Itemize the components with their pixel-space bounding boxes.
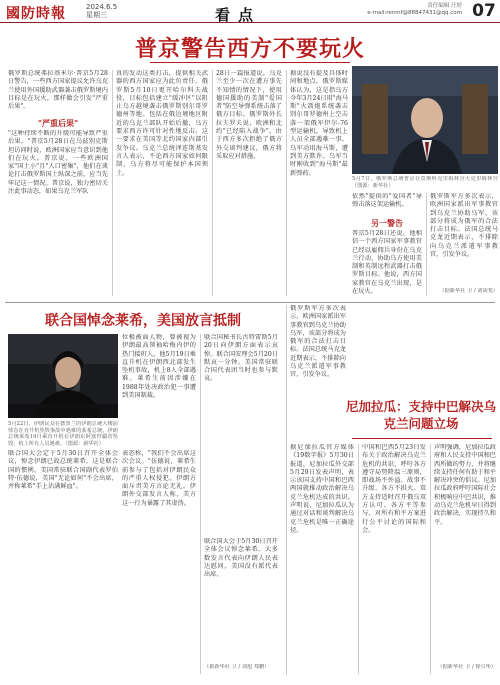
article2-credit: （据新华社 卫 / 刘旭 郑鹏） xyxy=(204,664,270,670)
column-divider xyxy=(286,70,287,296)
editor-name: 责任编辑 汪婷 xyxy=(427,3,462,9)
article1-col1-lead: 俄罗斯总统弗拉基米尔·普京5月28日警告，一些西方国家提议允许乌克兰使用外国援助武器袭击俄罗斯境内目标是在玩火，那样做会引发"严重后果"。 xyxy=(8,70,108,111)
article3-col1: 据尼加拉瓜官方媒体《19数字报》5月30日报道，尼加拉瓜外交部5月29日发表声明，表示该国支持中国和巴西两国就推动政治解决乌克兰危机达成的共识。声明说，尼加拉瓜认为通过对话和谈判解决乌克兰危机是唯一正确途径。 xyxy=(290,444,354,534)
article2-col2: 联合国大会定于5月30日召开全体会议，悼念伊朗已故总统莱希，这是联合国的惯例。美国常驻联合国副代表罗伯特·伍德说，美国"无论如何"不会出席，并称莱希"手上沾满鲜血"。 xyxy=(8,450,118,491)
editor-email: e-mail:renmf@88847431@qq.com xyxy=(367,10,462,16)
column-divider xyxy=(286,305,287,675)
editor-info xyxy=(330,3,462,17)
article2-col3: 表态称，"我们不会出席这次会议。"伍德说，莱希生前参与了包括对伊朗民众的严重人权侵犯。伊朗方面斥责美方言论无礼。伊朗外交部发言人称，美方这一行为暴露了其虚伪。 xyxy=(122,450,196,507)
issue-date xyxy=(86,3,117,19)
article2-col5: 联合国大会于5月30日召开全体会议悼念莱希。大多数发言代表向伊朗人民表达慰问。美国没有派代表出席。 xyxy=(204,538,278,579)
masthead xyxy=(0,0,500,23)
headline-un-mourns-raisi: 联合国悼念莱希，美国放言抵制 xyxy=(45,313,241,329)
article1-col4: 据说没有提及具体时间和地点，俄罗斯媒体认为，这是指乌方今年3月24日用"海马斯"火箭炮系统袭击别尔哥罗德州上空击落一架俄军伊尔-76型运输机，导致机上人员全部遇难一事。乌军动用海马斯，遭到美方默许。乌军当时刚收到"海马斯"最新弹药。 xyxy=(290,70,348,177)
date-text: 2024.6.5 xyxy=(86,3,118,11)
article1-col3: 28日一篇报道说，乌克兰至少一次在遭方事先不知情的情况下，使用德国援助的美制"爱国者"防空导弹系统击落了俄方目标。俄罗斯外长拉夫罗夫说，欧洲和北约"已经陷入战争"。由于西方多次拒绝了俄方外交谈判建议，俄方将采取应对措施。 xyxy=(216,70,282,160)
page-number: 07 xyxy=(472,1,496,21)
article3-col3: 声明强调，尼加拉瓜政府和人民支持中国和巴西所做的努力，并将继续支持任何有助于和平解决冲突的倡议。尼加拉瓜政府呼吁国际社会积极响应中巴共识，推动乌克兰危机早日得到政治解决，实现持久和平。 xyxy=(434,444,496,526)
putin-photo-illustration xyxy=(352,66,498,174)
article1-continuation: 俄罗斯军方多次表示，欧洲国家派出军事教官到乌克兰协助乌军，该部分将成为俄军的合法打击目标。法国总统马克龙近期表示，不排除向乌克兰派遣军事教官，引发争议。 xyxy=(290,305,346,379)
article1-credit: （据新华社 卫 / 刘胡斐） xyxy=(439,288,498,294)
putin-photo-caption: 5月7日，俄罗斯总统普京在莫斯科克里姆林宫大克里姆林宫（图源：新华社） xyxy=(352,176,498,189)
column-divider xyxy=(200,334,201,674)
raisi-photo-caption: 5月22日，伊朗民众在德黑兰的伊朗总统大楼前悼念在直升机坠毁事故中遇难的莱希总统。伊朗总统莱希19日乘直升机在伊朗东阿塞拜疆省坠毁，机上所有人员遇难。（图源：新华社） xyxy=(8,421,118,447)
subhead-serious-consequences: "严重后果" xyxy=(37,119,79,128)
article1-col5-body: 普京5月28日还说，他相信一个西方国家军事教官已经以雇佣兵身份在乌克兰行动，协助乌方使用美制和英制远程武器打击俄罗斯目标。他说，西方国家教官在乌克兰出现，是在玩火。 xyxy=(352,230,422,296)
column-divider xyxy=(112,70,113,296)
article1-col5: 依然"提供的"爱国者"导弹击落这架运输机。 xyxy=(352,193,422,209)
subhead-another-warning: 另一警告 xyxy=(371,219,403,228)
article3-col2: 中国和巴西5月23日发布关于政治解决乌克兰危机的共识，呼吁各方遵守局势降温三原则，即战场不外溢、战事不升级、各方不拱火。双方支持适时召开俄乌双方认可、各方平等参与、对所有和平方案进行公平讨论的国际和会。 xyxy=(362,444,426,534)
article2-col4: 联合国秘书长古特雷斯5月20日向伊朗方面表示哀悼。联合国安理会5月20日默哀一分钟。美国常驻联合国代表团当时也参与默哀。 xyxy=(204,334,278,383)
headline-rule xyxy=(150,62,350,63)
article1-col1-body: "这种持续不断的升级可能导致严重后果，"普京5月28日在乌兹别克斯坦访问时说，欧洲国家应当意识到他们在玩火。普京说，一些欧洲国家"国土小"且"人口密集"，他们在谈论打击俄罗斯国土纵深之前，应当先牢记这一情况。普京说，独力密切关注此事动态，如果乌克兰军队 xyxy=(8,130,108,196)
section-separator xyxy=(5,302,495,303)
article1-col2: 真的发动这类打击，提供相关武器的西方国家应为此负责任。俄罗斯5月10日更开哈尔科夫战役，目标包括建立"缓冲区"以阻止乌方越境袭击俄罗斯别尔哥罗德州等地。包括在俄边境地区附近的乌克兰部队开始后撤，乌方要求西方许可针对性地反击。这一要求在美国等北约国家内部引发争议。乌克兰总统泽连斯基发言人表示，不论西方国家如何限制，乌方将尽可能保护本国领土。 xyxy=(116,70,208,177)
headline-nicaragua: 尼加拉瓜：支持中巴解决乌克兰问题立场 xyxy=(346,399,497,431)
article3-credit: （据新华社 卫 / 徐兴华） xyxy=(437,664,496,670)
section-title: 看点 xyxy=(215,6,262,24)
newspaper-logo: 國防時報 xyxy=(6,6,66,22)
column-divider xyxy=(358,444,359,674)
putin-photo xyxy=(352,66,498,174)
article1-col6: 俄罗斯军方多次表示，欧洲国家派出军事教官到乌克兰协助乌军，该部分将成为俄军的合法打击目标。法国总统马克龙近期表示，不排除向乌克兰派遣军事教官，引发争议。 xyxy=(430,193,498,259)
column-divider xyxy=(430,444,431,674)
headline-rule xyxy=(352,438,492,439)
column-divider xyxy=(426,193,427,296)
article2-col1: 位极被面人物，曾被视为伊朗最高领袖哈梅内伊的热门接班人。他5月19日乘直升机在伊朗西北部发生坠机事故，机上8人全部遇难。莱希生前因涉嫌在1988年处决政治犯一事遭到美国制裁。 xyxy=(122,334,196,400)
weekday-text: 星期三 xyxy=(86,11,107,19)
raisi-memorial-photo xyxy=(8,334,118,418)
raisi-photo-illustration xyxy=(8,334,118,418)
column-divider xyxy=(212,70,213,296)
headline-putin-warning: 普京警告西方不要玩火 xyxy=(134,37,365,62)
